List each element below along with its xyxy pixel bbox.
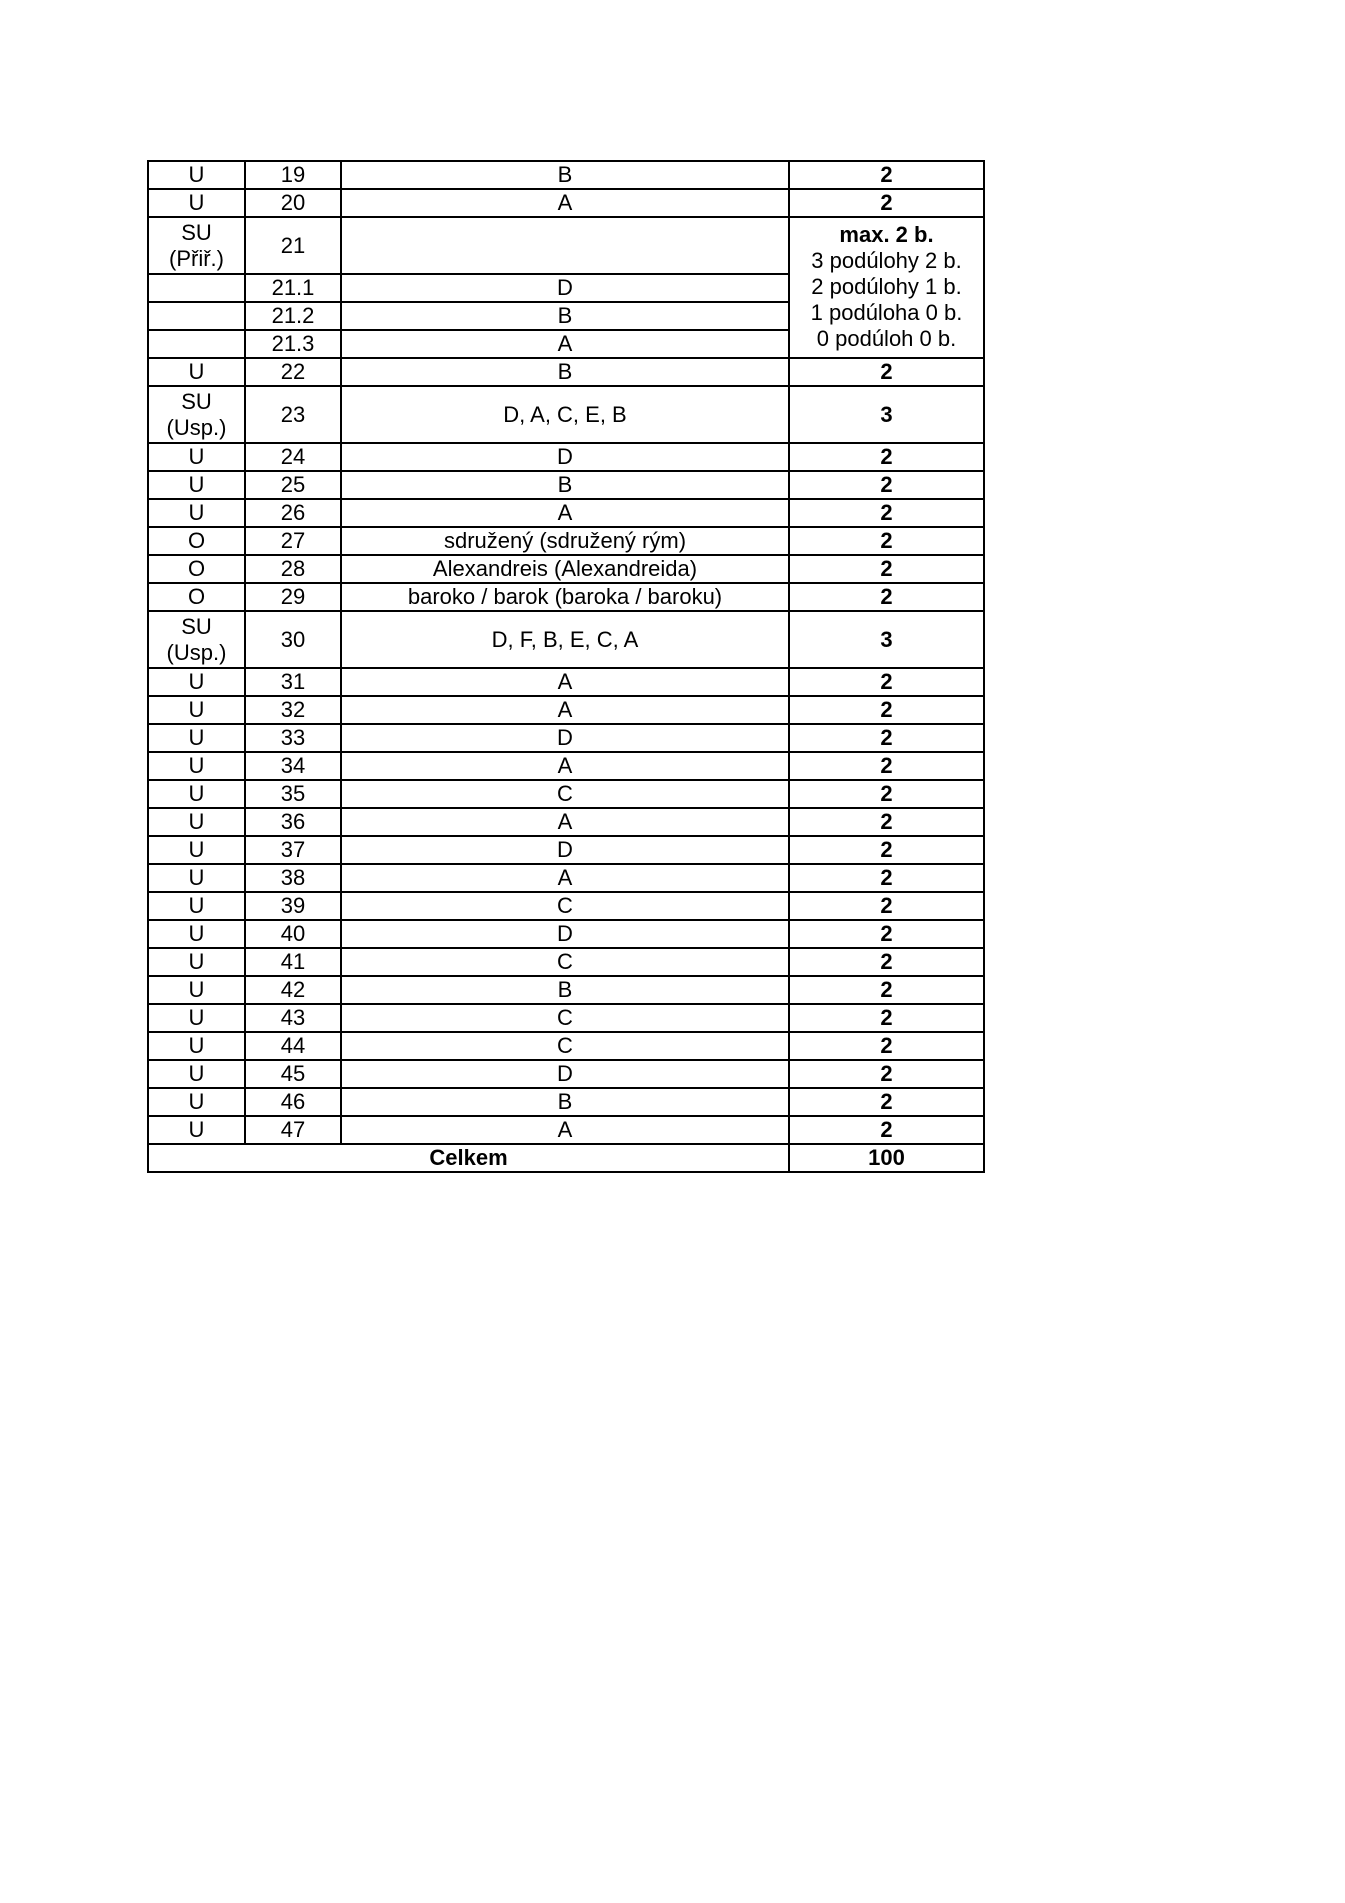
- task-points: 2: [789, 892, 984, 920]
- task-number: 19: [245, 161, 341, 189]
- task-number: 26: [245, 499, 341, 527]
- task-type: U: [148, 836, 245, 864]
- task-points: 2: [789, 471, 984, 499]
- task-number: 25: [245, 471, 341, 499]
- task-points: 2: [789, 1032, 984, 1060]
- task-answer: A: [341, 696, 789, 724]
- task-type: [148, 302, 245, 330]
- task-answer: C: [341, 780, 789, 808]
- task-type: [148, 386, 245, 443]
- task-number: 24: [245, 443, 341, 471]
- table-row: [148, 836, 984, 864]
- points-note-line: 1 podúloha 0 b.: [810, 300, 963, 325]
- task-type: O: [148, 527, 245, 555]
- task-number: 22: [245, 358, 341, 386]
- task-answer: D: [341, 724, 789, 752]
- task-number: 44: [245, 1032, 341, 1060]
- task-points: 2: [789, 976, 984, 1004]
- task-type-line: SU: [181, 388, 212, 414]
- table-row: [148, 864, 984, 892]
- table-row: [148, 668, 984, 696]
- table-row: [148, 386, 984, 443]
- task-type: [148, 330, 245, 358]
- table-row: [148, 696, 984, 724]
- task-type: O: [148, 583, 245, 611]
- task-number: 46: [245, 1088, 341, 1116]
- task-number: 41: [245, 948, 341, 976]
- subtask-answer: D: [341, 274, 789, 302]
- task-number: 33: [245, 724, 341, 752]
- task-answer: D, A, C, E, B: [341, 386, 789, 443]
- table-row: [148, 1060, 984, 1088]
- table-row: [148, 1004, 984, 1032]
- points-note-line: 0 podúloh 0 b.: [816, 326, 957, 351]
- task-type: U: [148, 780, 245, 808]
- task-type: U: [148, 1032, 245, 1060]
- total-points: 100: [789, 1144, 984, 1172]
- task-type: U: [148, 696, 245, 724]
- task-number: 29: [245, 583, 341, 611]
- task-points: 3: [789, 386, 984, 443]
- task-answer: C: [341, 1004, 789, 1032]
- task-number: 42: [245, 976, 341, 1004]
- points-note-head: max. 2 b.: [839, 222, 934, 247]
- task-answer: baroko / barok (baroka / baroku): [341, 583, 789, 611]
- table-row: [148, 1116, 984, 1144]
- task-answer: D: [341, 836, 789, 864]
- task-answer: B: [341, 1088, 789, 1116]
- task-answer: B: [341, 471, 789, 499]
- task-number: 43: [245, 1004, 341, 1032]
- task-answer: [341, 217, 789, 274]
- points-note-line: 2 podúlohy 1 b.: [811, 274, 962, 299]
- task-points: 2: [789, 161, 984, 189]
- task-answer: A: [341, 1116, 789, 1144]
- table-row: [148, 948, 984, 976]
- task-points: 2: [789, 668, 984, 696]
- task-answer: B: [341, 976, 789, 1004]
- table-row: [148, 161, 984, 189]
- task-number: 36: [245, 808, 341, 836]
- total-row: [148, 1144, 984, 1172]
- table-row: [148, 976, 984, 1004]
- task-points: 2: [789, 948, 984, 976]
- table-row: [148, 920, 984, 948]
- task-answer: A: [341, 808, 789, 836]
- task-type: U: [148, 1060, 245, 1088]
- task-points: 2: [789, 499, 984, 527]
- task-points: 2: [789, 358, 984, 386]
- task-number: 39: [245, 892, 341, 920]
- table-row: [148, 1088, 984, 1116]
- task-points: 2: [789, 920, 984, 948]
- task-type-line: SU: [181, 613, 212, 639]
- points-note-line: 3 podúlohy 2 b.: [811, 248, 962, 273]
- table-row: [148, 527, 984, 555]
- task-type: U: [148, 1088, 245, 1116]
- task-number: 27: [245, 527, 341, 555]
- task-answer: C: [341, 1032, 789, 1060]
- task-points: 2: [789, 583, 984, 611]
- task-points: 2: [789, 1116, 984, 1144]
- table-row: [148, 358, 984, 386]
- table-row: [148, 555, 984, 583]
- task-answer: D: [341, 443, 789, 471]
- table-row: [148, 443, 984, 471]
- task-type: U: [148, 724, 245, 752]
- table-row: [148, 499, 984, 527]
- answer-key-table: [147, 160, 985, 1173]
- answer-key-body: [148, 161, 984, 1172]
- task-points: 2: [789, 696, 984, 724]
- table-row: [148, 583, 984, 611]
- task-points-note: [789, 217, 984, 358]
- task-type: U: [148, 864, 245, 892]
- task-answer: sdružený (sdružený rým): [341, 527, 789, 555]
- task-type: O: [148, 555, 245, 583]
- task-type-line: SU: [181, 219, 212, 245]
- task-points: 2: [789, 836, 984, 864]
- task-type: U: [148, 161, 245, 189]
- task-points: 2: [789, 724, 984, 752]
- task-type: U: [148, 1004, 245, 1032]
- task-number: 37: [245, 836, 341, 864]
- task-type: U: [148, 189, 245, 217]
- table-row: [148, 217, 984, 274]
- table-row: [148, 892, 984, 920]
- task-number: 35: [245, 780, 341, 808]
- subtask-answer: A: [341, 330, 789, 358]
- subtask-answer: B: [341, 302, 789, 330]
- table-row: [148, 611, 984, 668]
- task-type: U: [148, 892, 245, 920]
- task-type: U: [148, 358, 245, 386]
- task-answer: A: [341, 752, 789, 780]
- task-answer: A: [341, 864, 789, 892]
- task-type: U: [148, 976, 245, 1004]
- task-points: 2: [789, 1060, 984, 1088]
- task-number: 47: [245, 1116, 341, 1144]
- task-type: U: [148, 499, 245, 527]
- subtask-number: 21.2: [245, 302, 341, 330]
- task-type: [148, 274, 245, 302]
- task-points: 2: [789, 1088, 984, 1116]
- task-points: 2: [789, 780, 984, 808]
- table-row: [148, 808, 984, 836]
- task-points: 2: [789, 1004, 984, 1032]
- task-answer: C: [341, 892, 789, 920]
- task-points: 2: [789, 189, 984, 217]
- task-number: 40: [245, 920, 341, 948]
- task-number: 34: [245, 752, 341, 780]
- task-answer: B: [341, 161, 789, 189]
- task-answer: Alexandreis (Alexandreida): [341, 555, 789, 583]
- task-type: [148, 217, 245, 274]
- task-type: U: [148, 1116, 245, 1144]
- task-type: [148, 611, 245, 668]
- task-points: 2: [789, 808, 984, 836]
- task-type-line: (Přiř.): [169, 245, 224, 271]
- subtask-number: 21.1: [245, 274, 341, 302]
- task-type: U: [148, 808, 245, 836]
- task-type: U: [148, 752, 245, 780]
- table-row: [148, 724, 984, 752]
- task-answer: C: [341, 948, 789, 976]
- table-row: [148, 471, 984, 499]
- task-type: U: [148, 668, 245, 696]
- task-type: U: [148, 920, 245, 948]
- task-answer: A: [341, 189, 789, 217]
- task-number: 20: [245, 189, 341, 217]
- task-answer: A: [341, 499, 789, 527]
- total-label: Celkem: [148, 1144, 789, 1172]
- task-type: U: [148, 948, 245, 976]
- task-answer: D: [341, 1060, 789, 1088]
- task-number: 45: [245, 1060, 341, 1088]
- task-number: 30: [245, 611, 341, 668]
- task-number: 32: [245, 696, 341, 724]
- task-number: 23: [245, 386, 341, 443]
- task-type: U: [148, 471, 245, 499]
- task-points: 2: [789, 864, 984, 892]
- task-points: 2: [789, 443, 984, 471]
- table-row: [148, 752, 984, 780]
- task-number: 28: [245, 555, 341, 583]
- table-row: [148, 1032, 984, 1060]
- task-answer: D, F, B, E, C, A: [341, 611, 789, 668]
- task-points: 2: [789, 527, 984, 555]
- task-points: 2: [789, 555, 984, 583]
- task-answer: B: [341, 358, 789, 386]
- table-row: [148, 780, 984, 808]
- task-type: U: [148, 443, 245, 471]
- task-points: 3: [789, 611, 984, 668]
- task-points: 2: [789, 752, 984, 780]
- task-type-line: (Usp.): [166, 414, 227, 440]
- task-answer: A: [341, 668, 789, 696]
- task-answer: D: [341, 920, 789, 948]
- task-type-line: (Usp.): [166, 639, 227, 665]
- subtask-number: 21.3: [245, 330, 341, 358]
- task-number: 38: [245, 864, 341, 892]
- table-row: [148, 189, 984, 217]
- task-number: 31: [245, 668, 341, 696]
- task-number: 21: [245, 217, 341, 274]
